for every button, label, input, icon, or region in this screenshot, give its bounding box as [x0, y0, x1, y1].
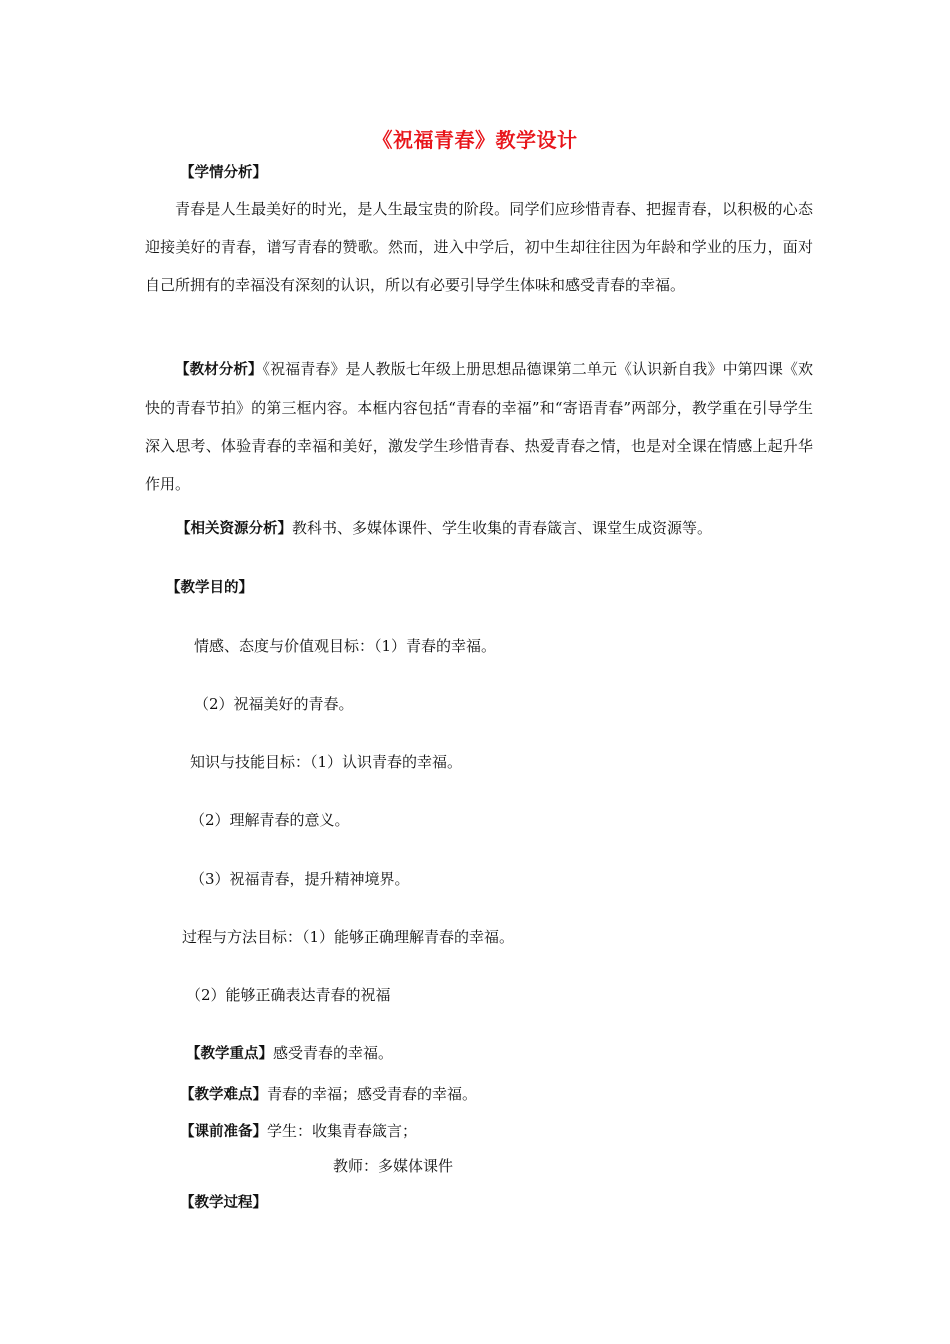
resources-heading: 【相关资源分析】 — [176, 521, 292, 537]
student-analysis-heading: 【学情分析】 — [180, 165, 267, 181]
preparation-student: 学生：收集青春箴言； — [267, 1122, 418, 1140]
knowledge-objective: 知识与技能目标：（1）认识青春的幸福。 — [190, 753, 463, 771]
textbook-analysis-paragraph — [145, 350, 813, 503]
process-objective: 过程与方法目标：（1）能够正确理解青春的幸福。 — [182, 928, 515, 946]
resources-line — [176, 518, 712, 539]
textbook-analysis-text: 《祝福青春》是人教版七年级上册思想品德课第二单元《认识新自我》中第四课《欢快的青春节拍》的第三框内容。本框内容包括“青春的幸福”和“寄语青春”两部分，教学重在引导学生深入思考、体验青春的幸福和美好，激发学生珍惜青春、热爱青春之情，也是对全课在情感上起升华作用。 — [145, 360, 813, 493]
preparation-heading: 【课前准备】 — [180, 1124, 267, 1140]
knowledge-objective-3: （3）祝福青春，提升精神境界。 — [190, 870, 410, 888]
difficulty-line — [180, 1084, 477, 1105]
difficulty-heading: 【教学难点】 — [180, 1087, 267, 1103]
process-objective-2: （2）能够正确表达青春的祝福 — [186, 986, 391, 1004]
emotion-objective-2: （2）祝福美好的青春。 — [194, 695, 354, 713]
student-analysis-text: 青春是人生最美好的时光，是人生最宝贵的阶段。同学们应珍惜青春、把握青春，以积极的心态迎接美好的青春，谱写青春的赞歌。然而，进入中学后，初中生却往往因为年龄和学业的压力，面对自己所拥有的幸福没有深刻的认识，所以有必要引导学生体味和感受青春的幸福。 — [145, 200, 813, 294]
key-point-heading: 【教学重点】 — [186, 1046, 273, 1062]
document-title: 《祝福青春》教学设计 — [372, 128, 578, 152]
preparation-teacher: 教师：多媒体课件 — [333, 1157, 454, 1175]
textbook-analysis-heading: 【教材分析】 — [175, 362, 263, 378]
teaching-process-heading: 【教学过程】 — [180, 1195, 267, 1211]
objectives-heading: 【教学目的】 — [166, 580, 253, 596]
key-point-line — [186, 1043, 393, 1064]
difficulty-text: 青春的幸福；感受青春的幸福。 — [267, 1085, 478, 1103]
preparation-line — [180, 1121, 417, 1142]
emotion-objective: 情感、态度与价值观目标：（1）青春的幸福。 — [194, 637, 497, 655]
knowledge-objective-2: （2）理解青春的意义。 — [190, 811, 350, 829]
key-point-text: 感受青春的幸福。 — [273, 1044, 394, 1062]
resources-text: 教科书、多媒体课件、学生收集的青春箴言、课堂生成资源等。 — [292, 519, 713, 537]
